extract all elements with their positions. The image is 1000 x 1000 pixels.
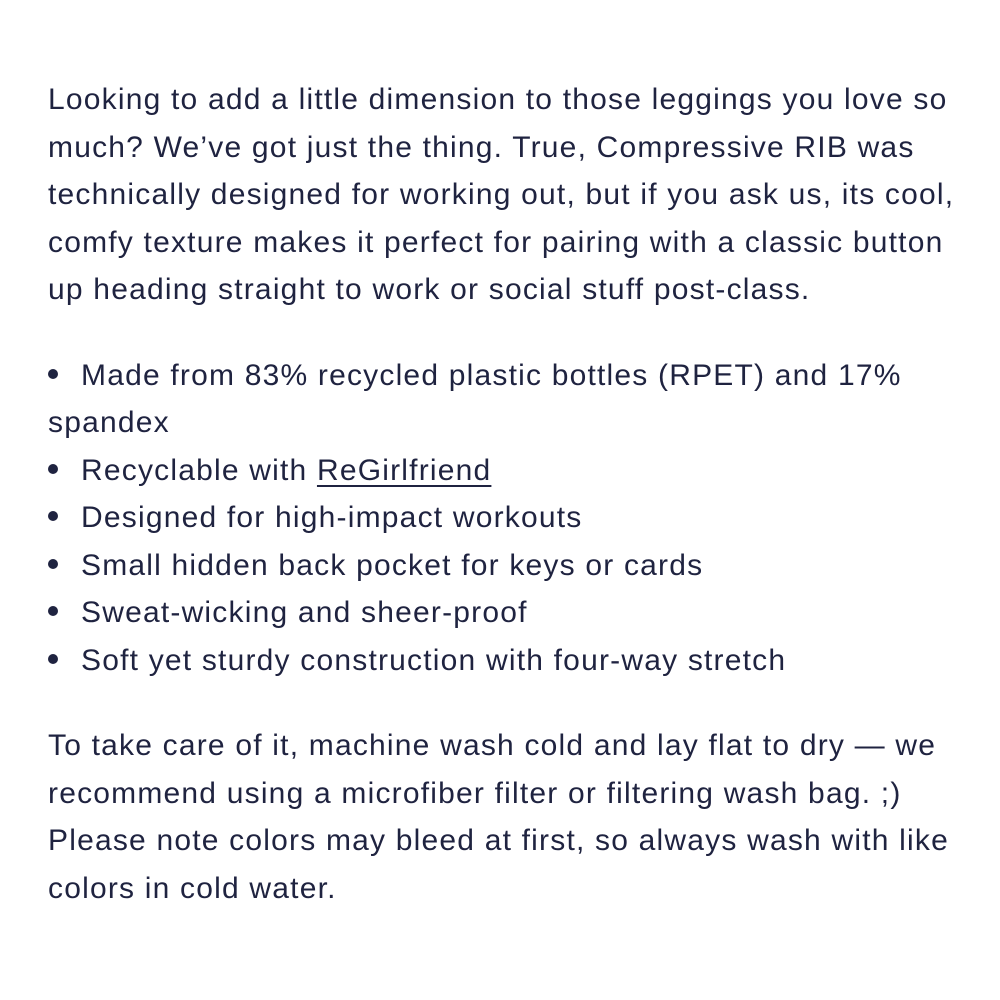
- bullet-icon: [48, 369, 58, 379]
- feature-text: Sweat-wicking and sheer-proof: [81, 596, 528, 629]
- feature-text: Soft yet sturdy construction with four-way stretch: [81, 643, 787, 677]
- feature-item: [48, 352, 968, 447]
- bullet-icon: [48, 606, 58, 616]
- feature-list: [48, 352, 968, 685]
- bullet-icon: [48, 654, 58, 664]
- feature-item: [48, 447, 968, 495]
- bullet-icon: [48, 559, 58, 569]
- intro-paragraph: Looking to add a little dimension to those leggings you love so much? We’ve got just the thing. True, Compressive RIB was technically designed for working out, but if you ask us, its cool, comfy texture makes it perfect for pairing with a classic button up heading straight to work or social stuff post-class.: [48, 83, 955, 306]
- bullet-icon: [48, 511, 58, 521]
- feature-text: Recyclable with: [81, 453, 317, 487]
- regirlfriend-link[interactable]: ReGirlfriend: [316, 453, 492, 487]
- feature-item: [48, 542, 968, 590]
- bullet-icon: [48, 464, 58, 474]
- feature-item: [48, 589, 968, 637]
- product-description: [48, 76, 968, 912]
- feature-text: Made from 83% recycled plastic bottles (RPET) and 17% spandex: [48, 358, 902, 439]
- feature-text: Small hidden back pocket for keys or cards: [81, 548, 704, 582]
- feature-text: Designed for high-impact workouts: [81, 501, 583, 534]
- feature-item: [48, 494, 968, 542]
- feature-item: [48, 637, 968, 685]
- care-paragraph: To take care of it, machine wash cold and lay flat to dry — we recommend using a microfiber filter or filtering wash bag. ;) Please note colors may bleed at first, so always wash with like colors in cold water.: [48, 729, 949, 905]
